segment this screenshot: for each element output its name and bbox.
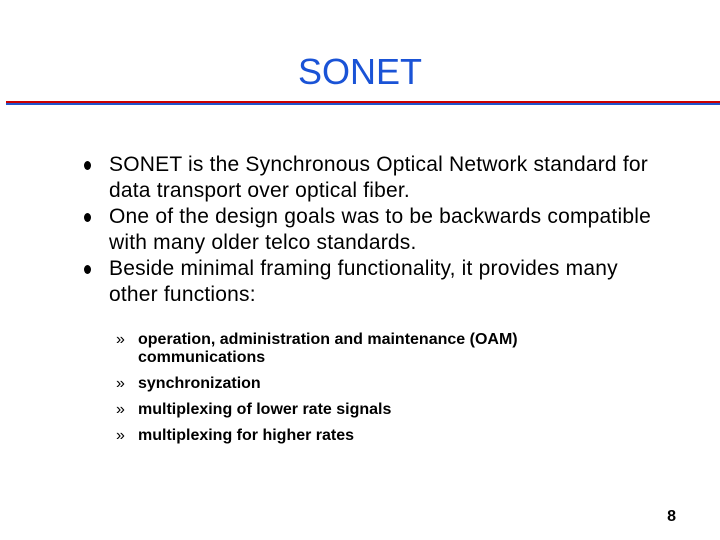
subbullet-item [0, 401, 720, 419]
bullet-dot-icon [84, 213, 91, 222]
bullet-text: Beside minimal framing functionality, it provides many other functions: [109, 257, 618, 306]
subbullet-list [0, 331, 720, 453]
subbullet-text: multiplexing for higher rates [138, 427, 355, 444]
bullet-item [0, 152, 720, 204]
bullet-text: One of the design goals was to be backwards compatible with many older telco standards. [109, 205, 651, 254]
title-divider [6, 101, 720, 105]
subbullet-item [0, 375, 720, 393]
bullet-dot-icon [84, 161, 91, 170]
title-divider-blue-line [6, 103, 720, 105]
bullet-item [0, 204, 720, 256]
subbullet-text: synchronization [138, 375, 261, 392]
subbullet-marker-icon: » [116, 331, 125, 348]
page-number: 8 [667, 508, 676, 525]
subbullet-text: multiplexing of lower rate signals [138, 401, 392, 418]
slide-title: SONET [297, 51, 422, 92]
subbullet-item [0, 427, 720, 445]
subbullet-marker-icon: » [116, 401, 125, 418]
subbullet-marker-icon: » [116, 375, 125, 392]
bullet-item [0, 256, 720, 308]
bullet-list [0, 152, 720, 308]
bullet-dot-icon [84, 265, 91, 274]
subbullet-text: operation, administration and maintenance (OAM) communications [138, 331, 518, 366]
subbullet-item [0, 331, 720, 367]
subbullet-marker-icon: » [116, 427, 125, 444]
bullet-text: SONET is the Synchronous Optical Network standard for data transport over optical fiber. [109, 153, 648, 202]
